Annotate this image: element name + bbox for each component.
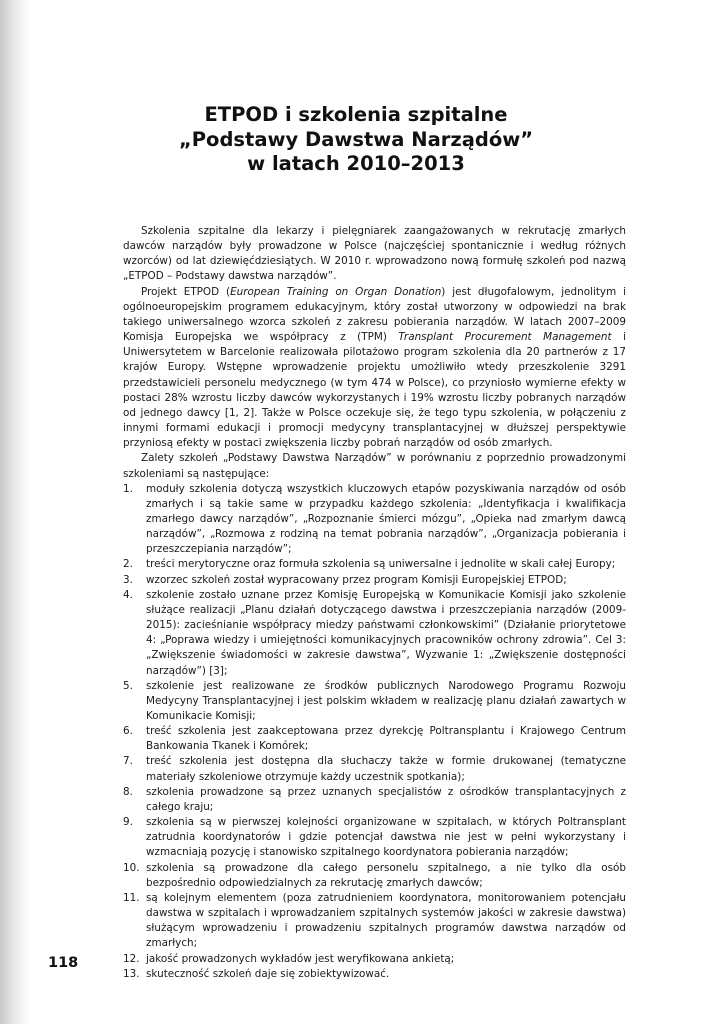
list-item-text: wzorzec szkoleń został wypracowany przez program Komisji Europejskiej ETPOD;: [146, 573, 567, 586]
list-item-text: moduły szkolenia dotyczą wszystkich kluczowych etapów pozyskiwania narządów od osób zmarłych i są takie same w przypadku każdego szkolenia: „Identyfikacja i kwalifikacja zmarłego dawcy narządów”, „Rozpoznanie śmierci mózgu”, „Opieka nad zmarłym dawcą narządów”, „Rozmowa z rodziną na temat pobrania narządów”, „Organizacja pobierania i przeszczepiania narządów”;: [146, 482, 626, 556]
paragraph-etpod-part-a: Projekt ETPOD (: [141, 285, 231, 298]
list-item-text: szkolenie zostało uznane przez Komisję Europejską w Komunikacie Komisji jako szkolenie służące realizacji „Planu działań dotyczącego dawstwa i przeszczepiania narządów (2009-2015): zacieśnianie współpracy miedzy państwami członkowskimi” (Działanie priorytetowe 4: „Poprawa wiedzy i umiejętności komunikacyjnych pracowników ochrony zdrowia”. Cel 3: „Zwiększenie świadomości w zakresie dawstwa”, Wyzwanie 1: „Zwiększenie dostępności narządów”) [3];: [146, 588, 626, 677]
article-body: [123, 224, 626, 982]
list-item: [123, 679, 626, 724]
list-item-text: treść szkolenia jest dostępna dla słuchaczy także w formie drukowanej (tematyczne materiały szkoleniowe otrzymuje każdy uczestnik spotkania);: [146, 755, 626, 783]
list-item-text: treść szkolenia jest zaakceptowana przez dyrekcję Poltransplantu i Krajowego Centrum Bankowania Tkanek i Komórek;: [146, 725, 626, 753]
list-item-number: 7.: [123, 755, 133, 768]
title-line-1: ETPOD i szkolenia szpitalne: [204, 103, 508, 126]
list-item-number: 6.: [123, 725, 133, 738]
list-item-text: szkolenia są w pierwszej kolejności organizowane w szpitalach, w których Poltransplant zatrudnia koordynatorów i gdzie potencjał dawstwa nie jest w pełni wykorzystany i wzmacniają pozycję i stanowisko szpitalnego koordynatora pobierania narządów;: [146, 816, 626, 859]
list-item: [123, 952, 626, 967]
list-item: [123, 724, 626, 754]
list-item: [123, 815, 626, 860]
list-item: [123, 754, 626, 784]
list-item: [123, 557, 626, 572]
list-item: [123, 861, 626, 891]
list-item: [123, 482, 626, 558]
page-title: [0, 103, 712, 177]
page-number: 118: [48, 955, 79, 971]
paragraph-advantages: Zalety szkoleń „Podstawy Dawstwa Narządów” w porównaniu z poprzednio prowadzonymi szkoleniami są następujące:: [123, 452, 626, 480]
list-item-text: szkolenia są prowadzone dla całego personelu szpitalnego, a nie tylko dla osób bezpośrednio odpowiedzialnych za rekrutację zmarłych dawców;: [146, 861, 626, 889]
paragraph-intro: Szkolenia szpitalne dla lekarzy i pielęgniarek zaangażowanych w rekrutację zmarłych dawców narządów były prowadzone w Polsce (najczęściej spontanicznie i według różnych wzorców) od lat dziewięćdziesiątych. W 2010 r. wprowadzono nową formułę szkoleń pod nazwą „ETPOD – Podstawy dawstwa narządów”.: [123, 225, 626, 283]
list-item: [123, 891, 626, 952]
list-item-number: 8.: [123, 785, 133, 798]
list-item-text: skuteczność szkoleń daje się zobiektywizować.: [146, 967, 390, 980]
list-item-number: 3.: [123, 573, 133, 586]
list-item: [123, 967, 626, 982]
list-item-number: 5.: [123, 679, 133, 692]
list-item-number: 12.: [123, 952, 140, 965]
paragraph-etpod: [123, 285, 626, 452]
list-item-number: 4.: [123, 588, 133, 601]
list-item-text: są kolejnym elementem (poza zatrudnieniem koordynatora, monitorowaniem potencjału dawstwa w szpitalach i wprowadzaniem szpitalnych systemów jakości w zakresie dawstwa) służącym wprowadzeniu i prowadzeniu szpitalnych programów dawstwa narządów od zmarłych;: [146, 891, 626, 950]
list-item-number: 2.: [123, 558, 133, 571]
list-item-number: 10.: [123, 861, 140, 874]
advantages-list: [123, 482, 626, 982]
title-line-3: w latach 2010–2013: [247, 152, 465, 175]
list-item-number: 1.: [123, 482, 133, 495]
list-item: [123, 573, 626, 588]
list-item-text: szkolenia prowadzone są przez uznanych specjalistów z ośrodków transplantacyjnych z całego kraju;: [146, 785, 626, 813]
list-item: [123, 588, 626, 679]
paragraph-etpod-italic-2: Transplant Procurement Management: [398, 331, 612, 344]
list-item-number: 11.: [123, 891, 140, 904]
list-item-text: jakość prowadzonych wykładów jest weryfikowana ankietą;: [146, 952, 455, 965]
list-item-number: 9.: [123, 816, 133, 829]
title-line-2: „Podstawy Dawstwa Narządów”: [178, 127, 534, 151]
list-item: [123, 785, 626, 815]
paragraph-etpod-part-e: i Uniwersytetem w Barcelonie realizowała pilotażowo program szkolenia dla 20 partnerów z 17 krajów Europy. Wstępne wprowadzenie projektu umożliwiło wtedy przeszkolenie 3291 przedstawicieli personelu medycznego (w tym 474 w Polsce), co przyniosło wymierne efekty w postaci 28% wzrostu liczby dawców wykorzystanych i 19% wzrostu liczby pobranych narządów od jednego dawcy [1, 2]. Także w Polsce oczekuje się, że tego typu szkolenia, w połączeniu z innymi formami edukacji i promocji medycyny transplantacyjnej w dłuższej perspektywie przyniosą efekty w postaci zwiększenia liczby pobrań narządów od osób zmarłych.: [123, 331, 626, 450]
paragraph-etpod-part-c: ) jest długofalowym, jednolitym i ogólnoeuropejskim programem edukacyjnym, który został utworzony w odpowiedzi na brak takiego uniwersalnego wzorca szkoleń z zakresu pobierania narządów. W latach 2007–2009 Komisja Europejska we współpracy z (TPM): [123, 285, 626, 344]
list-item-number: 13.: [123, 967, 140, 980]
paragraph-etpod-italic-1: European Training on Organ Donation: [230, 285, 442, 298]
list-item-text: szkolenie jest realizowane ze środków publicznych Narodowego Programu Rozwoju Medycyny Transplantacyjnej i jest polskim wkładem w realizację planu działań zawartych w Komunikacie Komisji;: [146, 679, 626, 722]
list-item-text: treści merytoryczne oraz formuła szkolenia są uniwersalne i jednolite w skali całej Europy;: [146, 558, 616, 571]
